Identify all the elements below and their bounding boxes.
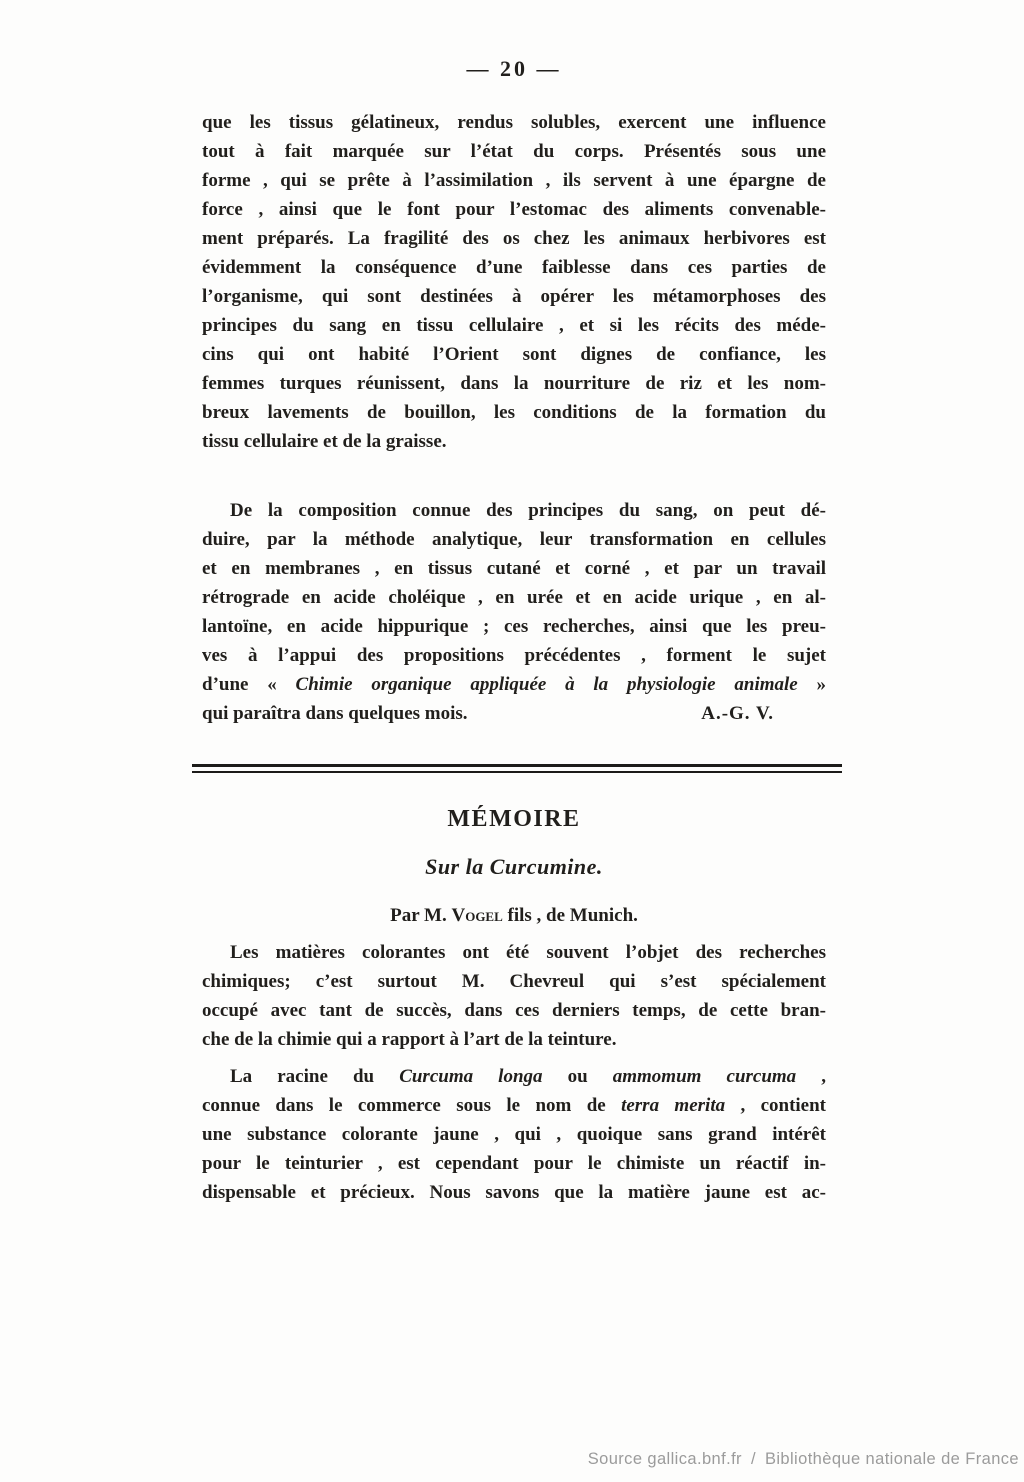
text-segment: d’une « bbox=[202, 674, 296, 695]
text-segment: Les matières colorantes ont été souvent l’objet des recherches bbox=[230, 942, 826, 963]
italic-text: Chimie organique appliquée à la physiologie animale bbox=[295, 674, 798, 695]
text-line bbox=[202, 1062, 826, 1091]
text-segment: La racine du bbox=[230, 1066, 400, 1087]
text-segment: forme , qui se prête à l’assimilation , ils servent à une épargne de bbox=[202, 170, 826, 191]
text-line bbox=[202, 670, 826, 699]
text-segment: une substance colorante jaune , qui , quoique sans grand intérêt bbox=[202, 1124, 826, 1145]
text-line-content bbox=[202, 699, 468, 728]
text-line bbox=[202, 1120, 826, 1149]
paragraph-blood-composition bbox=[202, 496, 826, 728]
footer-separator: / bbox=[750, 1450, 756, 1468]
text-segment: évidemment la conséquence d’une faiblesse dans ces parties de bbox=[202, 257, 826, 278]
text-line bbox=[202, 398, 826, 427]
text-line bbox=[202, 1025, 826, 1054]
text-line bbox=[202, 641, 826, 670]
text-segment: , contient bbox=[725, 1095, 826, 1116]
text-segment: occupé avec tant de succès, dans ces derniers temps, de cette bran- bbox=[202, 1000, 826, 1021]
text-line bbox=[202, 938, 826, 967]
text-segment: dispensable et précieux. Nous savons que la matière jaune est ac- bbox=[202, 1182, 826, 1203]
text-segment: tissu cellulaire et de la graisse. bbox=[202, 431, 447, 452]
memoir-subtitle: Sur la Curcumine. bbox=[425, 854, 603, 879]
text-segment: qui paraîtra dans quelques mois. bbox=[202, 703, 468, 724]
text-segment: che de la chimie qui a rapport à l’art de la teinture. bbox=[202, 1029, 617, 1050]
smallcaps-text: Vogel bbox=[451, 905, 503, 926]
text-segment: connue dans le commerce sous le nom de bbox=[202, 1095, 622, 1116]
text-segment: » bbox=[797, 674, 826, 695]
section-divider-rule bbox=[192, 764, 842, 773]
text-line bbox=[202, 612, 826, 641]
text-segment: femmes turques réunissent, dans la nourriture de riz et les nom- bbox=[202, 373, 826, 394]
text-segment: force , ainsi que le font pour l’estomac des aliments convenable- bbox=[202, 199, 826, 220]
text-line bbox=[202, 311, 826, 340]
text-line bbox=[202, 340, 826, 369]
text-line bbox=[202, 369, 826, 398]
text-line bbox=[202, 1178, 826, 1207]
author-initials: A.-G. V. bbox=[701, 703, 774, 724]
footer-source-label: Source gallica.bnf.fr bbox=[587, 1450, 742, 1468]
text-segment: Par M. bbox=[390, 905, 452, 926]
text-segment: pour le teinturier , est cependant pour le chimiste un réactif in- bbox=[202, 1153, 826, 1174]
text-line bbox=[202, 195, 826, 224]
paragraph-gelatinous-tissues bbox=[202, 108, 826, 456]
text-line bbox=[202, 166, 826, 195]
text-line bbox=[202, 1149, 826, 1178]
text-line bbox=[202, 224, 826, 253]
memoir-byline bbox=[202, 901, 826, 930]
text-line bbox=[202, 282, 826, 311]
text-segment: tout à fait marquée sur l’état du corps. Présentés sous une bbox=[202, 141, 826, 162]
text-line bbox=[202, 427, 826, 456]
text-segment: De la composition connue des principes du sang, on peut dé- bbox=[230, 500, 826, 521]
text-segment: ou bbox=[542, 1066, 613, 1087]
paragraph-coloring-matters bbox=[202, 938, 826, 1054]
italic-text: ammomum curcuma bbox=[612, 1066, 797, 1087]
text-line bbox=[202, 525, 826, 554]
text-segment: fils , de Munich. bbox=[502, 905, 638, 926]
text-segment: l’organisme, qui sont destinées à opérer les métamorphoses des bbox=[202, 286, 826, 307]
text-segment: rétrograde en acide choléique , en urée et en acide urique , en al- bbox=[202, 587, 826, 608]
text-line bbox=[202, 137, 826, 166]
text-segment: et en membranes , en tissus cutané et corné , et par un travail bbox=[202, 558, 826, 579]
text-line bbox=[202, 253, 826, 282]
footer-institution-label: Bibliothèque nationale de France bbox=[764, 1450, 1019, 1468]
text-segment: , bbox=[796, 1066, 827, 1087]
text-segment: principes du sang en tissu cellulaire , et si les récits des méde- bbox=[202, 315, 826, 336]
text-line bbox=[202, 967, 826, 996]
italic-text: Curcuma longa bbox=[399, 1066, 543, 1087]
text-line bbox=[202, 554, 826, 583]
text-line bbox=[202, 108, 826, 137]
text-segment: breux lavements de bouillon, les conditions de la formation du bbox=[202, 402, 826, 423]
text-segment: que les tissus gélatineux, rendus solubles, exercent une influence bbox=[202, 112, 826, 133]
text-segment: ves à l’appui des propositions précédentes , forment le sujet bbox=[202, 645, 826, 666]
text-line bbox=[202, 583, 826, 612]
page-number: — 20 — bbox=[466, 56, 562, 81]
italic-text: terra merita bbox=[621, 1095, 726, 1116]
text-line bbox=[202, 996, 826, 1025]
text-segment: lantoïne, en acide hippurique ; ces recherches, ainsi que les preu- bbox=[202, 616, 826, 637]
text-line bbox=[202, 901, 826, 930]
text-line bbox=[202, 496, 826, 525]
gallica-source-footer bbox=[588, 1450, 1019, 1469]
text-segment: duire, par la méthode analytique, leur transformation en cellules bbox=[202, 529, 826, 550]
text-line bbox=[202, 699, 826, 728]
memoir-title: MÉMOIRE bbox=[447, 806, 581, 832]
text-segment: chimiques; c’est surtout M. Chevreul qui s’est spécialement bbox=[202, 971, 826, 992]
text-segment: ment préparés. La fragilité des os chez les animaux herbivores est bbox=[202, 228, 826, 249]
text-segment: cins qui ont habité l’Orient sont dignes de confiance, les bbox=[202, 344, 826, 365]
paragraph-curcuma-root bbox=[202, 1062, 826, 1207]
text-line bbox=[202, 1091, 826, 1120]
